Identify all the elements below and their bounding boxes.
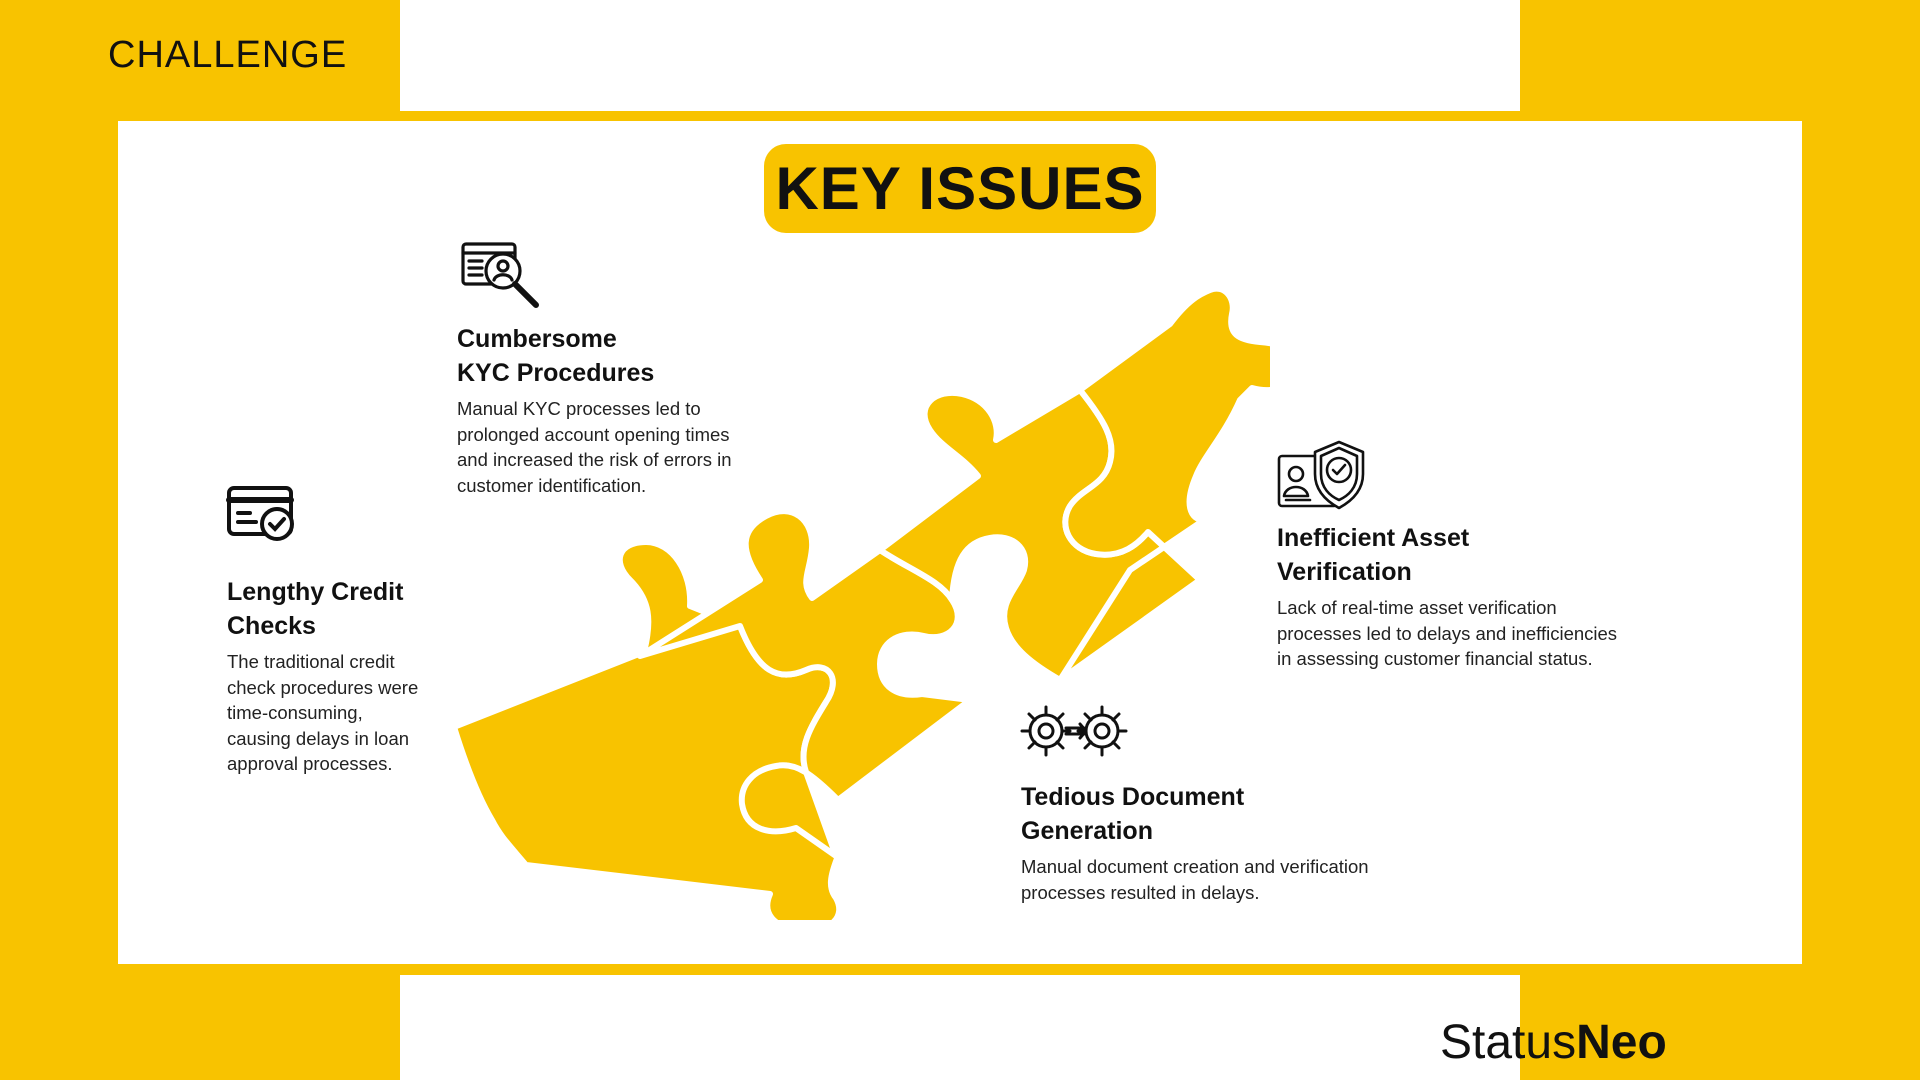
issue-asset bbox=[1277, 521, 1627, 672]
section-label: CHALLENGE bbox=[108, 34, 348, 76]
logo-text-light: Status bbox=[1440, 1016, 1577, 1069]
issue-description: Manual KYC processes led to prolonged account opening times and increased the risk of errors in customer identification. bbox=[457, 398, 732, 496]
issue-description: Lack of real-time asset verification processes led to delays and inefficiencies in assessing customer financial status. bbox=[1277, 597, 1618, 669]
issue-description: Manual document creation and verification processes resulted in delays. bbox=[1021, 856, 1369, 903]
issue-title-line: Verification bbox=[1277, 558, 1412, 586]
issue-title-line: Cumbersome bbox=[457, 325, 617, 353]
issue-title bbox=[227, 575, 427, 643]
statusneo-logo bbox=[1440, 1015, 1667, 1070]
id-card-shield-icon bbox=[1276, 438, 1366, 512]
credit-card-check-icon bbox=[226, 484, 298, 544]
issue-title-line: KYC Procedures bbox=[457, 359, 655, 387]
issue-kyc bbox=[457, 322, 747, 498]
issue-title-line: Checks bbox=[227, 612, 316, 640]
issue-title bbox=[457, 322, 747, 390]
issue-title bbox=[1277, 521, 1627, 589]
logo-text-bold: Neo bbox=[1576, 1016, 1667, 1069]
bottom-white-band bbox=[400, 975, 1520, 1080]
title-pill bbox=[764, 144, 1156, 233]
issue-title-line: Tedious Document bbox=[1021, 783, 1245, 811]
issue-title-line: Lengthy Credit bbox=[227, 578, 404, 606]
page-title: KEY ISSUES bbox=[775, 155, 1145, 222]
kyc-search-icon bbox=[460, 240, 542, 310]
issue-title-line: Generation bbox=[1021, 817, 1153, 845]
gears-process-icon bbox=[1020, 702, 1128, 760]
issue-description: The traditional credit check procedures were time-consuming, causing delays in loan approval processes. bbox=[227, 651, 419, 774]
issue-credit bbox=[227, 575, 427, 777]
issue-document bbox=[1021, 780, 1451, 905]
top-white-band bbox=[400, 0, 1520, 111]
issue-title-line: Inefficient Asset bbox=[1277, 524, 1470, 552]
issue-title bbox=[1021, 780, 1451, 848]
